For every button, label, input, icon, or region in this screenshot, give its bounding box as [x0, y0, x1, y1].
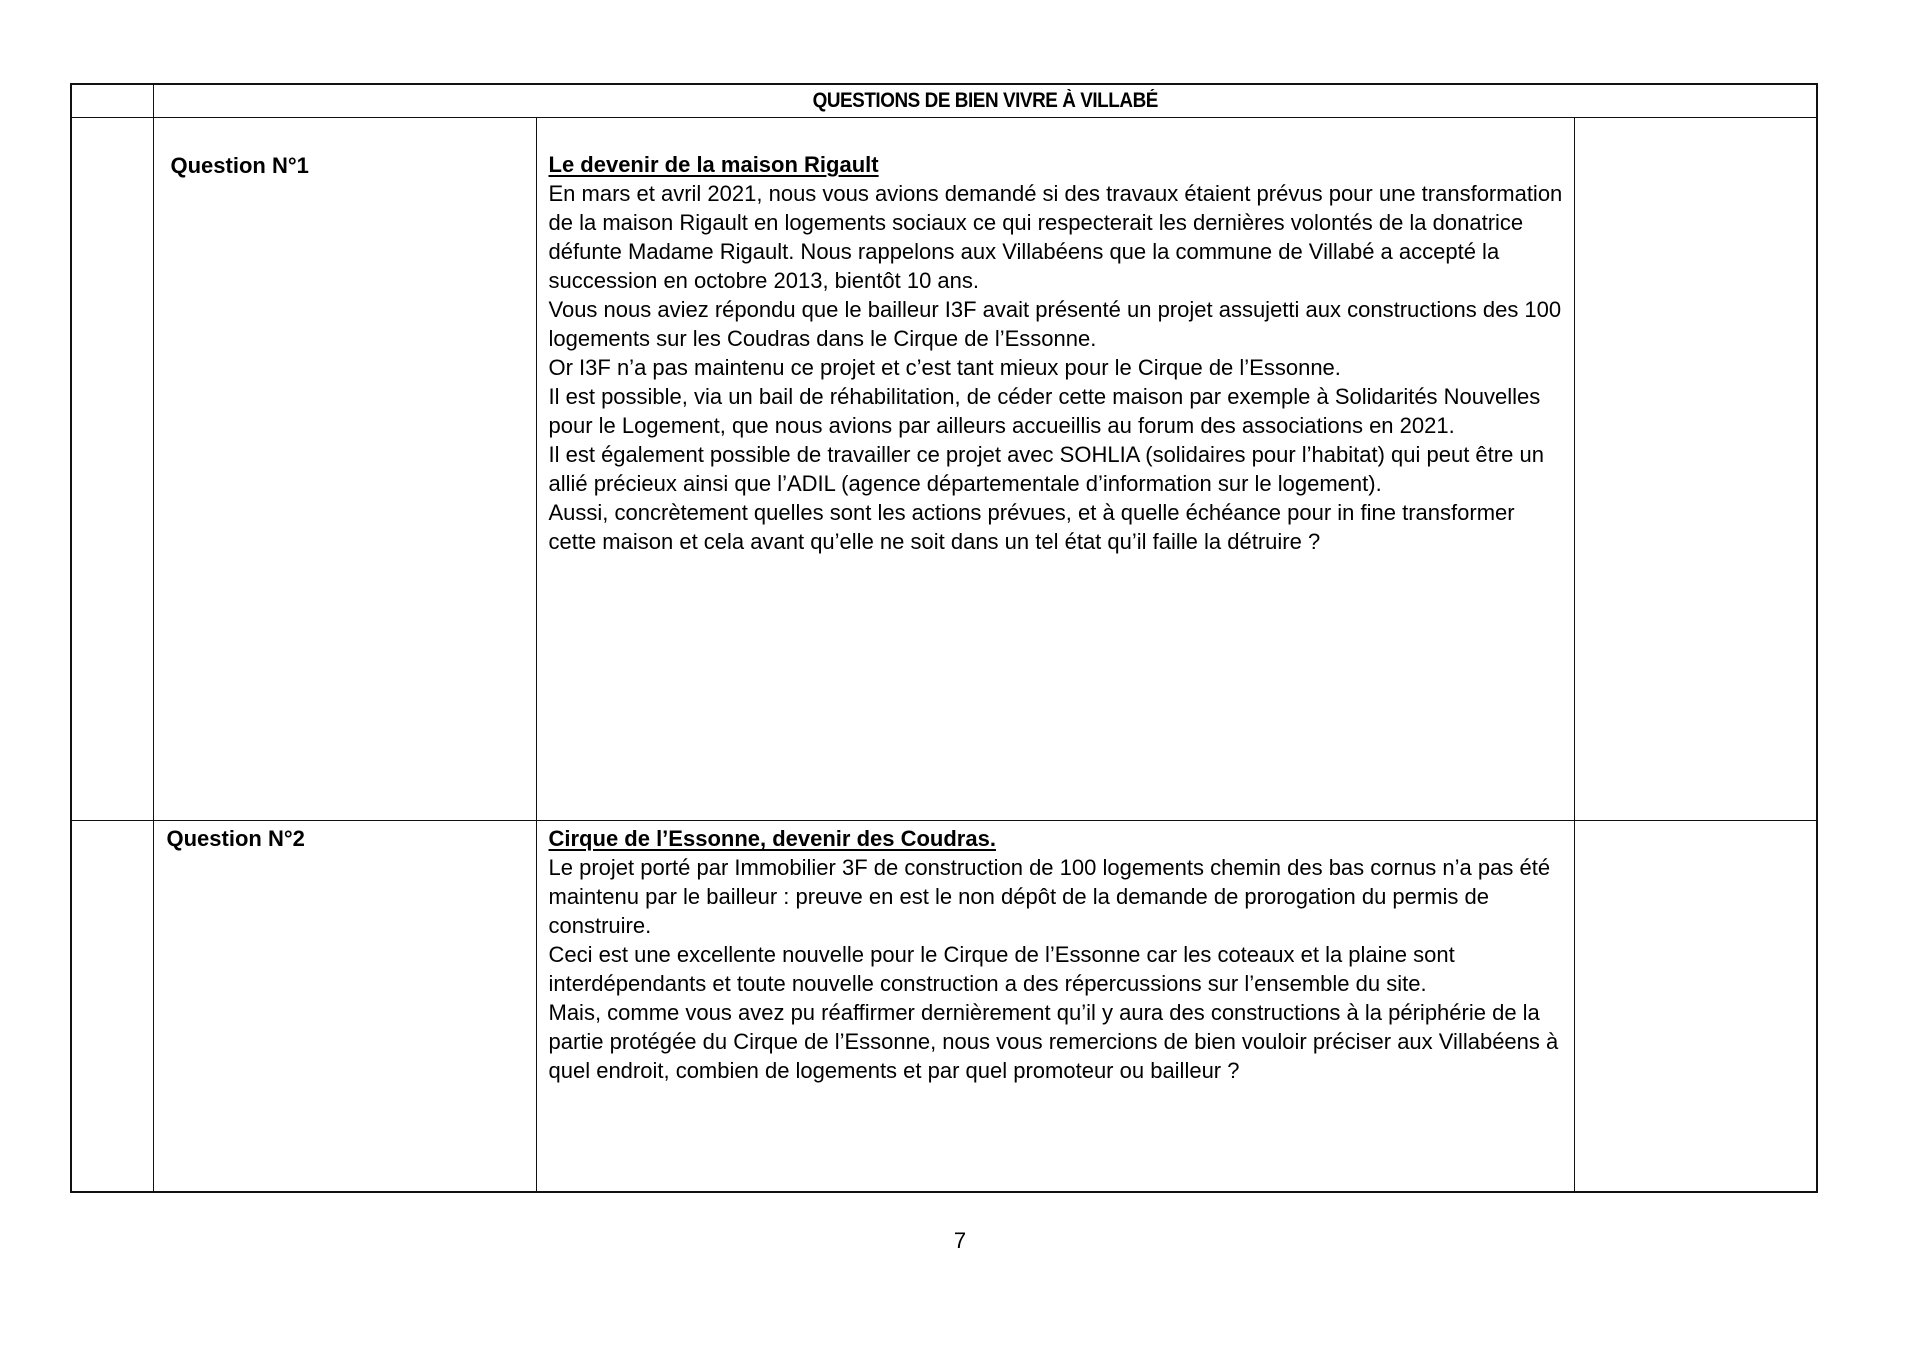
questions-table: [70, 83, 1818, 1193]
answer-cell: [1574, 118, 1817, 821]
question-label-cell: [153, 118, 536, 821]
question-paragraph: Ceci est une excellente nouvelle pour le Cirque de l’Essonne car les coteaux et la plaine sont interdépendants et toute nouvelle construction a des répercussions sur l’ensemble du site.: [548, 942, 1455, 996]
question-title: Le devenir de la maison Rigault: [548, 152, 879, 177]
table-header-row: [71, 84, 1817, 118]
header-empty-cell: [71, 84, 153, 118]
table-title: QUESTIONS DE BIEN VIVRE À VILLABÉ: [812, 89, 1158, 112]
question-body-cell: [536, 821, 1574, 1193]
question-paragraph: En mars et avril 2021, nous vous avions demandé si des travaux étaient prévus pour une transformation de la maison Rigault en logements sociaux ce qui respecterait les dernières volontés de la donatrice défunte Madame Rigault. Nous rappelons aux Villabéens que la commune de Villabé a accepté la succession en octobre 2013, bientôt 10 ans.: [548, 181, 1563, 293]
question-label: Question N°2: [166, 826, 305, 851]
header-title-cell: [153, 84, 1817, 118]
question-paragraph: Aussi, concrètement quelles sont les actions prévues, et à quelle échéance pour in fine transformer cette maison et cela avant qu’elle ne soit dans un tel état qu’il faille la détruire ?: [548, 500, 1515, 554]
page-number: 7: [953, 1228, 967, 1253]
row-number-cell: [71, 821, 153, 1193]
table-row: [71, 118, 1817, 821]
question-label: Question N°1: [170, 153, 309, 178]
question-body: [537, 118, 1574, 556]
question-body: [537, 821, 1574, 1085]
question-paragraph: Il est possible, via un bail de réhabilitation, de céder cette maison par exemple à Solidarités Nouvelles pour le Logement, que nous avions par ailleurs accueillis au forum des associations en 2021.: [548, 384, 1541, 438]
question-paragraph: Il est également possible de travailler ce projet avec SOHLIA (solidaires pour l’habitat) qui peut être un allié précieux ainsi que l’ADIL (agence départementale d’information sur le logement).: [548, 442, 1544, 496]
table-row: [71, 821, 1817, 1193]
question-paragraph: Or I3F n’a pas maintenu ce projet et c’est tant mieux pour le Cirque de l’Essonne.: [548, 355, 1341, 380]
row-number-cell: [71, 118, 153, 821]
question-paragraph: Le projet porté par Immobilier 3F de construction de 100 logements chemin des bas cornus n’a pas été maintenu par le bailleur : preuve en est le non dépôt de la demande de prorogation du permis de construire.: [548, 855, 1551, 938]
question-body-cell: [536, 118, 1574, 821]
answer-cell: [1574, 821, 1817, 1193]
question-paragraph: Vous nous aviez répondu que le bailleur I3F avait présenté un projet assujetti aux constructions des 100 logements sur les Coudras dans le Cirque de l’Essonne.: [548, 297, 1562, 351]
question-paragraph: Mais, comme vous avez pu réaffirmer dernièrement qu’il y aura des constructions à la périphérie de la partie protégée du Cirque de l’Essonne, nous vous remercions de bien vouloir préciser aux Villabéens à quel endroit, combien de logements et par quel promoteur ou bailleur ?: [548, 1000, 1559, 1083]
question-label-cell: [153, 821, 536, 1193]
question-title: Cirque de l’Essonne, devenir des Coudras.: [548, 826, 996, 851]
